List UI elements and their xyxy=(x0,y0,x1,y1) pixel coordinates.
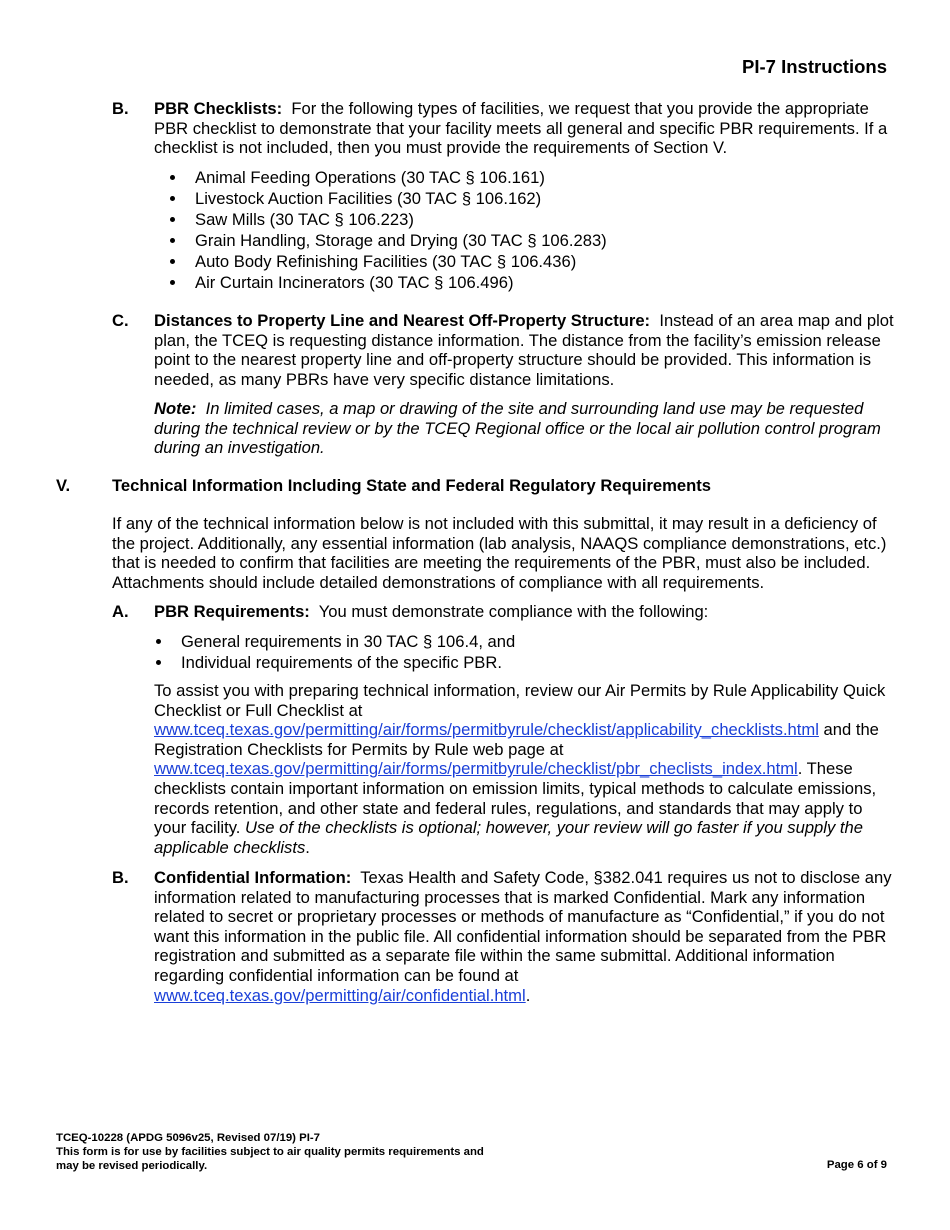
section-paragraph xyxy=(154,602,894,622)
section-end: . xyxy=(525,985,531,1005)
footer-line: This form is for use by facilities subject to air quality permits requirements and xyxy=(56,1146,484,1158)
section-heading: PBR Checklists: xyxy=(154,99,283,118)
section-letter: B. xyxy=(112,99,129,118)
list-item: Animal Feeding Operations (30 TAC § 106.161) xyxy=(168,167,607,188)
note-paragraph xyxy=(154,399,894,458)
section-text: Instead of an area map and plot plan, the TCEQ is requesting distance information. The distance from the facility’s emission release point to the nearest property line and off-property structure should be provided. This information is needed, as many PBRs have very specific distance limitations. xyxy=(154,311,894,389)
section-paragraph xyxy=(154,311,894,389)
applicability-checklist-link[interactable]: www.tceq.texas.gov/permitting/air/forms/permitbyrule/checklist/applicability_checklists.html xyxy=(154,720,819,740)
section-numeral: V. xyxy=(56,476,71,495)
confidential-info-link[interactable]: www.tceq.texas.gov/permitting/air/confidential.html xyxy=(154,985,526,1005)
list-item: Air Curtain Incinerators (30 TAC § 106.496) xyxy=(168,272,607,293)
section-letter: A. xyxy=(112,602,129,621)
note-text: In limited cases, a map or drawing of the site and surrounding land use may be requested during the technical review or by the TCEQ Regional office or the local air pollution control program during an investigation. xyxy=(154,399,881,458)
assist-end: . xyxy=(305,837,310,857)
requirements-bullet-list xyxy=(154,631,515,673)
assist-italic-text: Use of the checklists is optional; however, your review will go faster if you supply the applicable checklists xyxy=(154,818,863,857)
facility-bullet-list xyxy=(168,167,607,293)
page-number: Page 6 of 9 xyxy=(826,1159,887,1171)
section-title: Technical Information Including State and Federal Regulatory Requirements xyxy=(112,476,712,495)
section-paragraph xyxy=(154,868,894,1005)
footer-line: may be revised periodically. xyxy=(56,1160,208,1172)
section-heading: Distances to Property Line and Nearest Off-Property Structure: xyxy=(154,311,651,330)
page-header-title: PI-7 Instructions xyxy=(742,56,887,77)
list-item: Saw Mills (30 TAC § 106.223) xyxy=(168,209,607,230)
section-text: Texas Health and Safety Code, §382.041 requires us not to disclose any information related to manufacturing processes that is marked Confidential. Mark any information related to secret or proprietary processes or methods of manufacture as “Confidential,” if you do not want this information in the public file. All confidential information should be separated from the PBR registration and submitted as a separate file within the same submittal. Additional information regarding confidential information can be found at xyxy=(154,868,892,985)
assist-text: and the Registration Checklists for Permits by Rule web page at xyxy=(154,720,879,759)
list-item: Livestock Auction Facilities (30 TAC § 106.162) xyxy=(168,188,607,209)
section-letter: C. xyxy=(112,311,129,330)
list-item: Auto Body Refinishing Facilities (30 TAC § 106.436) xyxy=(168,251,607,272)
footer-line: TCEQ-10228 (APDG 5096v25, Revised 07/19) PI-7 xyxy=(56,1132,321,1144)
assist-text: . These checklists contain important information on emission limits, typical methods to calculate emissions, records retention, and other state and federal rules, regulations, and standards that may apply to your facility. xyxy=(154,759,877,838)
list-item: Individual requirements of the specific PBR. xyxy=(154,652,515,673)
footer-form-info xyxy=(56,1131,484,1173)
section-letter: B. xyxy=(112,868,129,887)
assist-text: To assist you with preparing technical information, review our Air Permits by Rule Applicability Quick Checklist or Full Checklist at xyxy=(154,681,886,720)
section-paragraph xyxy=(154,99,894,158)
section-text: For the following types of facilities, we request that you provide the appropriate PBR checklist to demonstrate that your facility meets all general and specific PBR requirements. If a checklist is not included, then you must provide the requirements of Section V. xyxy=(154,99,888,158)
pbr-checklists-link[interactable]: www.tceq.texas.gov/permitting/air/forms/permitbyrule/checklist/pbr_checlists_index.html xyxy=(154,759,798,779)
section-text: You must demonstrate compliance with the following: xyxy=(318,602,709,621)
section-intro: If any of the technical information below is not included with this submittal, it may result in a deficiency of the project. Additionally, any essential information (lab analysis, NAAQS compliance demonstrations, etc.) that is needed to confirm that facilities are meeting the requirements of the PBR, must also be included. Attachments should include detailed demonstrations of compliance with all requirements. xyxy=(112,514,887,592)
section-heading: Confidential Information: xyxy=(154,868,352,887)
section-heading: PBR Requirements: xyxy=(154,602,310,621)
list-item: Grain Handling, Storage and Drying (30 TAC § 106.283) xyxy=(168,230,607,251)
list-item: General requirements in 30 TAC § 106.4, and xyxy=(154,631,515,652)
checklist-assist-paragraph xyxy=(154,681,894,857)
note-label: Note: xyxy=(154,399,197,418)
